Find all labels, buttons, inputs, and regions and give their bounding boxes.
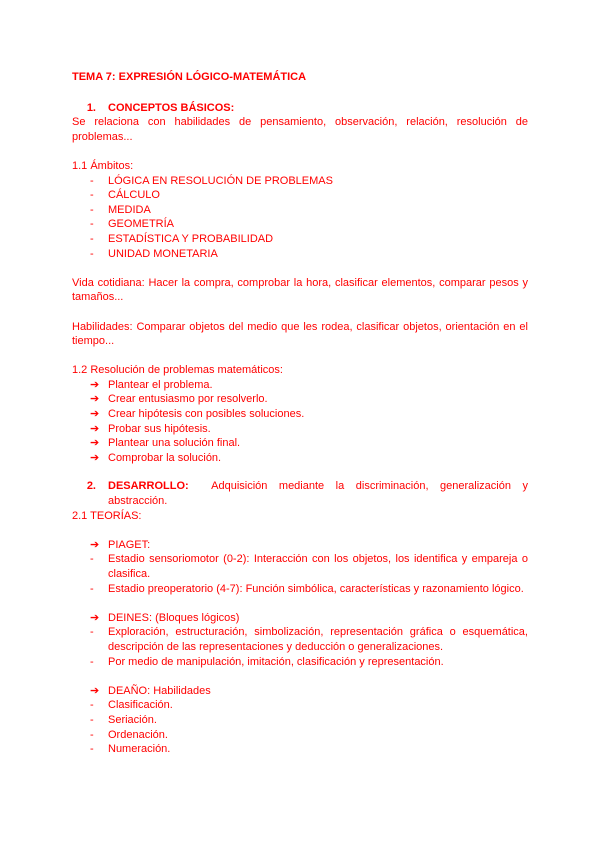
section-2-text: Adquisición mediante la discriminación, generalización y abstracción. bbox=[108, 480, 528, 508]
list-item bbox=[72, 217, 528, 232]
list-item-text: MEDIDA bbox=[108, 203, 151, 216]
arrow-bullet: ➔ bbox=[90, 378, 100, 391]
list-item-text: Crear entusiasmo por resolverlo. bbox=[108, 393, 268, 406]
list-item-text: Por medio de manipulación, imitación, clasificación y representación. bbox=[108, 655, 444, 668]
list-item bbox=[72, 713, 528, 728]
section-2-body bbox=[108, 479, 528, 508]
section-2-heading bbox=[72, 479, 528, 508]
list-item-text: Estadio sensoriomotor (0-2): Interacción con los objetos, los identifica y empareja o clasifica. bbox=[108, 553, 528, 580]
vida-cotidiana-paragraph: Vida cotidiana: Hacer la compra, comprobar la hora, clasificar elementos, comparar pesos y tamaños... bbox=[72, 276, 528, 304]
section-1-heading bbox=[72, 101, 528, 116]
dash-bullet: - bbox=[90, 553, 94, 566]
dash-bullet: - bbox=[90, 713, 94, 726]
arrow-bullet: ➔ bbox=[90, 393, 100, 406]
arrow-bullet: ➔ bbox=[90, 451, 100, 464]
list-item-text: GEOMETRÍA bbox=[108, 218, 175, 231]
dash-bullet: - bbox=[90, 728, 94, 741]
list-item bbox=[72, 232, 528, 247]
list-item-text: Crear hipótesis con posibles soluciones. bbox=[108, 408, 305, 421]
list-item-text: Clasificación. bbox=[108, 699, 173, 712]
arrow-bullet: ➔ bbox=[90, 437, 100, 450]
dash-bullet: - bbox=[90, 699, 94, 712]
list-item bbox=[72, 582, 528, 597]
list-item-text: Seriación. bbox=[108, 713, 157, 726]
deines-label: DEINES: (Bloques lógicos) bbox=[108, 611, 240, 624]
ambitos-heading: 1.1 Ámbitos: bbox=[72, 159, 134, 172]
deano-block bbox=[72, 684, 528, 699]
habilidades-paragraph: Habilidades: Comparar objetos del medio que les rodea, clasificar objetos, orientación en el tiempo... bbox=[72, 320, 528, 348]
list-item bbox=[72, 538, 528, 553]
list-item-text: LÓGICA EN RESOLUCIÓN DE PROBLEMAS bbox=[108, 174, 333, 187]
arrow-bullet: ➔ bbox=[90, 684, 100, 697]
list-item bbox=[72, 407, 528, 422]
list-item bbox=[72, 684, 528, 699]
section-heading-text: DESARROLLO: bbox=[108, 480, 189, 493]
dash-bullet: - bbox=[90, 203, 94, 216]
list-item bbox=[72, 552, 528, 581]
deines-list bbox=[72, 625, 528, 669]
list-item bbox=[72, 247, 528, 262]
dash-bullet: - bbox=[90, 247, 94, 260]
list-item bbox=[72, 422, 528, 437]
section-number: 2. bbox=[86, 480, 96, 493]
list-item-text: Numeración. bbox=[108, 743, 171, 756]
arrow-bullet: ➔ bbox=[90, 422, 100, 435]
list-item-text: UNIDAD MONETARIA bbox=[108, 247, 218, 260]
list-item bbox=[72, 174, 528, 189]
dash-bullet: - bbox=[90, 174, 94, 187]
arrow-bullet: ➔ bbox=[90, 408, 100, 421]
deano-list bbox=[72, 698, 528, 756]
deines-block bbox=[72, 611, 528, 626]
piaget-list bbox=[72, 552, 528, 596]
piaget-label: PIAGET: bbox=[108, 538, 151, 551]
list-item-text: Plantear una solución final. bbox=[108, 437, 241, 450]
document-title: TEMA 7: EXPRESIÓN LÓGICO-MATEMÁTICA bbox=[72, 71, 307, 83]
list-item bbox=[72, 698, 528, 713]
list-item bbox=[72, 728, 528, 743]
list-item-text: CÁLCULO bbox=[108, 189, 160, 202]
list-item-text: Estadio preoperatorio (4-7): Función simbólica, características y razonamiento lógico. bbox=[108, 582, 524, 595]
deano-label: DEAÑO: Habilidades bbox=[108, 684, 211, 697]
list-item-text: Exploración, estructuración, simbolización, representación gráfica o esquemática, descripción de las representaciones y deducción o generalizaciones. bbox=[108, 626, 528, 653]
dash-bullet: - bbox=[90, 655, 94, 668]
dash-bullet: - bbox=[90, 218, 94, 231]
list-item bbox=[72, 451, 528, 466]
section-heading-text: CONCEPTOS BÁSICOS: bbox=[108, 101, 235, 114]
teorias-heading: 2.1 TEORÍAS: bbox=[72, 509, 142, 522]
list-item bbox=[72, 611, 528, 626]
arrow-bullet: ➔ bbox=[90, 611, 100, 624]
section-number: 1. bbox=[86, 101, 96, 114]
dash-bullet: - bbox=[90, 626, 94, 639]
list-item-text: Comprobar la solución. bbox=[108, 451, 222, 464]
list-item bbox=[72, 436, 528, 451]
resolucion-heading: 1.2 Resolución de problemas matemáticos: bbox=[72, 364, 283, 377]
section-1-intro: Se relaciona con habilidades de pensamiento, observación, relación, resolución de problemas... bbox=[72, 116, 528, 143]
dash-bullet: - bbox=[90, 232, 94, 245]
arrow-bullet: ➔ bbox=[90, 538, 100, 551]
ambitos-list bbox=[72, 174, 528, 262]
list-item-text: ESTADÍSTICA Y PROBABILIDAD bbox=[108, 232, 274, 245]
dash-bullet: - bbox=[90, 743, 94, 756]
list-item bbox=[72, 655, 528, 670]
list-item bbox=[72, 742, 528, 757]
document-page bbox=[72, 70, 528, 757]
dash-bullet: - bbox=[90, 189, 94, 202]
list-item bbox=[72, 203, 528, 218]
list-item-text: Ordenación. bbox=[108, 728, 168, 741]
list-item bbox=[72, 392, 528, 407]
piaget-block bbox=[72, 538, 528, 553]
list-item-text: Probar sus hipótesis. bbox=[108, 422, 211, 435]
list-item bbox=[72, 378, 528, 393]
list-item bbox=[72, 188, 528, 203]
dash-bullet: - bbox=[90, 582, 94, 595]
list-item-text: Plantear el problema. bbox=[108, 378, 213, 391]
resolucion-list bbox=[72, 378, 528, 466]
list-item bbox=[72, 625, 528, 654]
